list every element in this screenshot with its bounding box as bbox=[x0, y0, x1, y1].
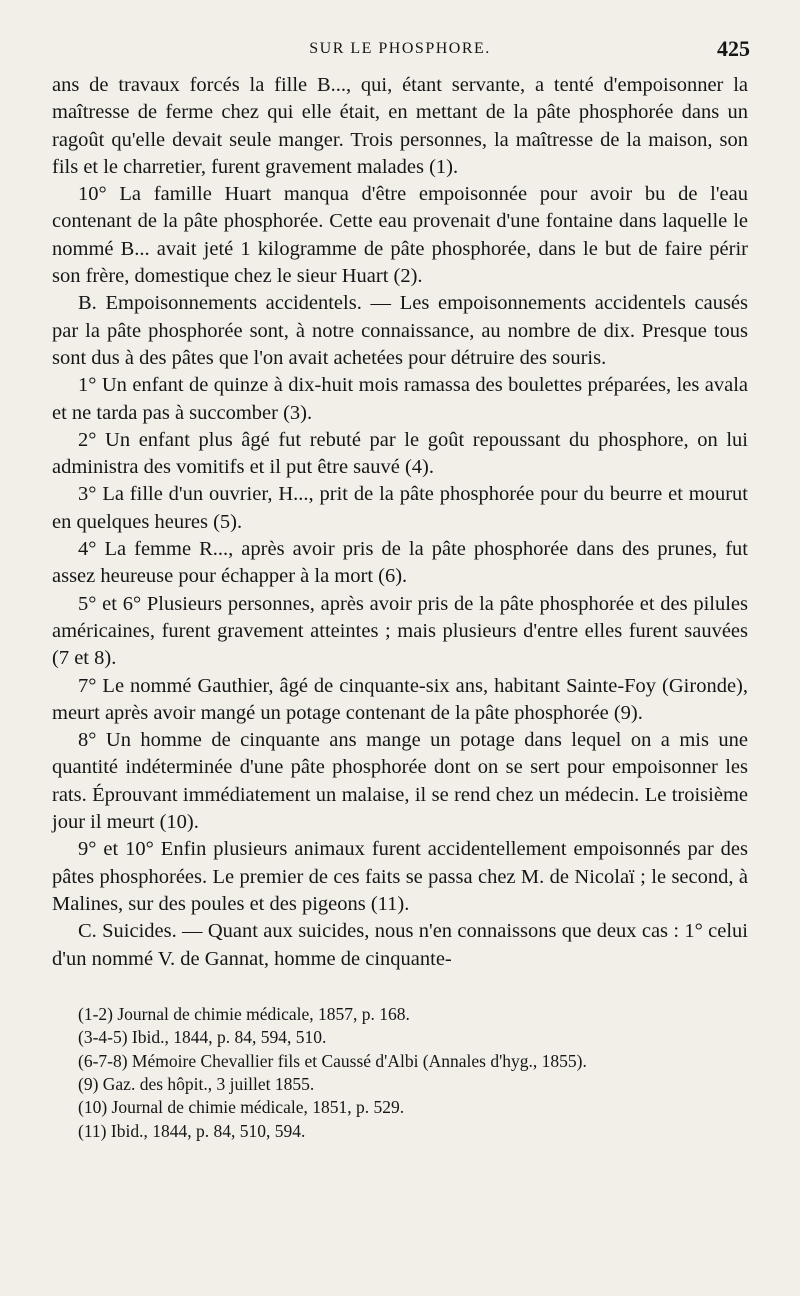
paragraph: 5° et 6° Plusieurs personnes, après avoir pris de la pâte phosphorée et des pilules américaines, furent gravement atteintes ; mais plusieurs d'entre elles furent sauvées (7 et 8). bbox=[52, 592, 748, 670]
paragraph: 3° La fille d'un ouvrier, H..., prit de la pâte phosphorée pour du beurre et mourut en quelques heures (5). bbox=[52, 483, 748, 533]
footnote: (10) Journal de chimie médicale, 1851, p. 529. bbox=[78, 1097, 405, 1118]
paragraph: 2° Un enfant plus âgé fut rebuté par le goût repoussant du phosphore, on lui administra des vomitifs et il put être sauvé (4). bbox=[52, 428, 748, 479]
footnote: (9) Gaz. des hôpit., 3 juillet 1855. bbox=[78, 1074, 315, 1095]
paragraph: C. Suicides. — Quant aux suicides, nous n'en connaissons que deux cas : 1° celui d'un nommé V. de Gannat, homme de cinquante- bbox=[52, 920, 748, 970]
footnote: (11) Ibid., 1844, p. 84, 510, 594. bbox=[78, 1120, 306, 1141]
paragraph: B. Empoisonnements accidentels. — Les empoisonnements accidentels causés par la pâte phosphorée sont, à notre connaissance, au nombre de dix. Presque tous sont dus à des pâtes que l'on avait achetées pour détruire des souris. bbox=[52, 292, 748, 369]
page-header bbox=[52, 36, 748, 72]
paragraph: 4° La femme R..., après avoir pris de la pâte phosphorée dans des prunes, fut assez heureuse pour échapper à la mort (6). bbox=[52, 538, 748, 588]
paragraph: 10° La famille Huart manqua d'être empoisonnée pour avoir bu de l'eau contenant de la pâte phosphorée. Cette eau provenait d'une fontaine dans laquelle le nommé B... avait jeté 1 kilogramme de pâte phosphorée, dans le but de faire périr son frère, domestique chez le sieur Huart (2). bbox=[52, 183, 748, 288]
footnote: (1-2) Journal de chimie médicale, 1857, p. 168. bbox=[78, 1003, 410, 1024]
paragraph: 8° Un homme de cinquante ans mange un potage dans lequel on a mis une quantité indéterminée d'une pâte phosphorée dont on se sert pour empoisonner les rats. Éprouvant immédiatement un malaise, il se rend chez un médecin. Le troisième jour il meurt (10). bbox=[52, 729, 748, 834]
running-title: SUR LE PHOSPHORE. bbox=[309, 40, 491, 57]
footnotes bbox=[78, 1003, 748, 1143]
paragraph: 9° et 10° Enfin plusieurs animaux furent accidentellement empoisonnés par des pâtes phosphorées. Le premier de ces faits se passa chez M. de Nicolaï ; le second, à Malines, sur des poules et des pigeons (11). bbox=[52, 838, 748, 915]
page-number: 425 bbox=[717, 36, 750, 61]
paragraph: ans de travaux forcés la fille B..., qui, étant servante, a tenté d'empoisonner la maîtresse de ferme chez qui elle était, en mettant de la pâte phosphorée dans un ragoût qu'elle devait seule manger. Trois personnes, la maîtresse de la maison, son fils et le charretier, furent gravement malades (1). bbox=[52, 74, 748, 178]
book-page bbox=[52, 36, 748, 1143]
paragraph: 1° Un enfant de quinze à dix-huit mois ramassa des boulettes préparées, les avala et ne tarda pas à succomber (3). bbox=[52, 374, 748, 424]
paragraph: 7° Le nommé Gauthier, âgé de cinquante-six ans, habitant Sainte-Foy (Gironde), meurt après avoir mangé un potage contenant de la pâte phosphorée (9). bbox=[52, 674, 748, 724]
footnote: (3-4-5) Ibid., 1844, p. 84, 594, 510. bbox=[78, 1027, 327, 1048]
footnote: (6-7-8) Mémoire Chevallier fils et Caussé d'Albi (Annales d'hyg., 1855). bbox=[78, 1050, 587, 1071]
body-text bbox=[52, 72, 748, 973]
